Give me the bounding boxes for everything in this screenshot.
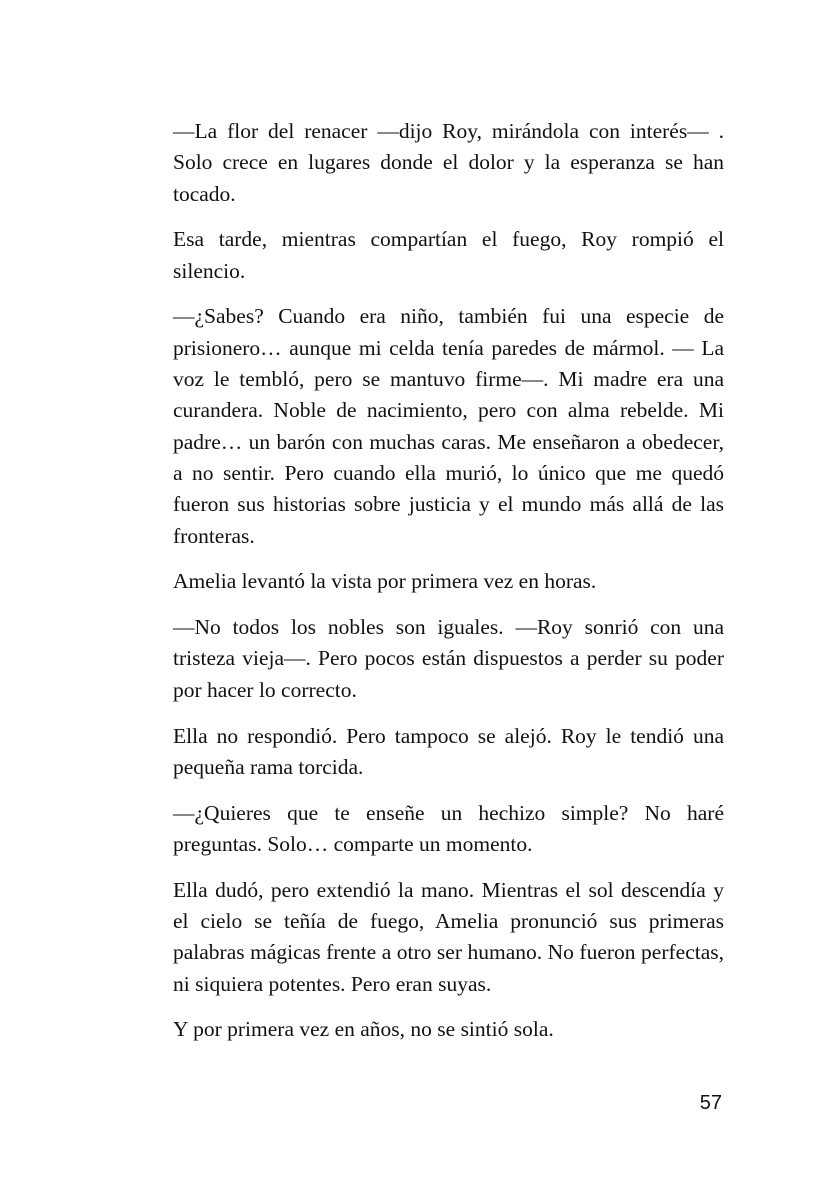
paragraph: —La flor del renacer —dijo Roy, mirándola con interés— . Solo crece en lugares donde el dolor y la esperanza se han tocado.	[173, 119, 724, 206]
paragraph: Amelia levantó la vista por primera vez en horas.	[173, 569, 597, 594]
paragraph: —No todos los nobles son iguales. —Roy sonrió con una tristeza vieja—. Pero pocos están dispuestos a perder su poder por hacer lo correcto.	[173, 615, 724, 702]
paragraph: —¿Sabes? Cuando era niño, también fui una especie de prisionero… aunque mi celda tenía paredes de mármol. — La voz le tembló, pero se mantuvo firme—. Mi madre era una curandera. Noble de nacimiento, pero con alma rebelde. Mi padre… un barón con muchas caras. Me enseñaron a obedecer, a no sentir. Pero cuando ella murió, lo único que me quedó fueron sus historias sobre justicia y el mundo más allá de las fronteras.	[173, 304, 724, 548]
paragraph: Ella dudó, pero extendió la mano. Mientras el sol descendía y el cielo se teñía de fuego, Amelia pronunció sus primeras palabras mágicas frente a otro ser humano. No fueron perfectas, ni siquiera potentes. Pero eran suyas.	[173, 877, 724, 996]
paragraph: Ella no respondió. Pero tampoco se alejó. Roy le tendió una pequeña rama torcida.	[173, 723, 724, 779]
page-number: 57	[699, 1092, 722, 1114]
body-text	[173, 116, 724, 1060]
paragraph: Esa tarde, mientras compartían el fuego, Roy rompió el silencio.	[173, 227, 724, 283]
paragraph: —¿Quieres que te enseñe un hechizo simple? No haré preguntas. Solo… comparte un momento.	[173, 800, 724, 856]
paragraph: Y por primera vez en años, no se sintió sola.	[173, 1017, 554, 1042]
